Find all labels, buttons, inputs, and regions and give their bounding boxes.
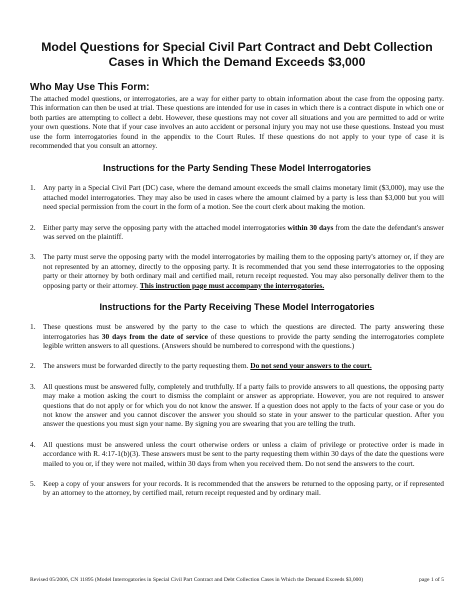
list-item <box>30 223 444 242</box>
list-item <box>30 183 444 211</box>
text-run: of these questions to provide the party sending the interrogatories complete legible written answers to all questions. (Answers should be numbered to correspond with the questions.) <box>43 331 444 350</box>
text-run: The answers must be forwarded directly to the party requesting them. <box>43 361 251 371</box>
item-number: 5. <box>30 478 36 488</box>
item-number: 2. <box>30 361 36 371</box>
receiving-instructions-list <box>30 322 444 498</box>
document-title: Model Questions for Special Civil Part Contract and Debt Collection Cases in Which the Demand Exceeds $3,000 <box>41 40 433 69</box>
receiving-instructions-heading: Instructions for the Party Receiving These Model Interrogatories <box>99 302 375 313</box>
page-footer <box>30 577 444 583</box>
emphasized-instruction: This instruction page must accompany the interrogatories. <box>139 280 325 290</box>
text-run: These questions must be answered by the party to the case to which the questions are directed. The party answering these interrogatories has <box>43 322 444 341</box>
text-run: from the date the defendant's answer was served on the plaintiff. <box>43 222 444 242</box>
text-run: The party must serve the opposing party with the model interrogatories by mailing them to the opposing party's attorney or, if they are not represented by an attorney, directly to the opposing party. It is recommended that you send these interrogatories to the opposing party or their attorney by both ordinary mail and certified mail, return receipt requested. You may also personally deliver them to the opposing party or their attorney. <box>43 252 444 290</box>
footer-page-number: page 1 of 5 <box>418 577 444 583</box>
item-text: Any party in a Special Civil Part (DC) case, where the demand amount exceeds the small claims monetary limit ($3,000), may use the attached model interrogatories. They may also be used in cases where the amount claimed by a party is less than $3,000 but you will need special permission from the court in the form of a motion. See the court clerk about making the motion. <box>43 183 444 212</box>
item-text <box>43 252 444 290</box>
item-text <box>43 322 444 350</box>
text-run: Either party may serve the opposing party with the attached model interrogatories <box>43 222 288 232</box>
item-number: 2. <box>30 222 36 232</box>
sending-instructions-heading: Instructions for the Party Sending These Model Interrogatories <box>102 163 372 174</box>
item-text: Keep a copy of your answers for your records. It is recommended that the answers be returned to the opposing party, or if represented by an attorney to the attorney, by certified mail, return receipt requested and by ordinary mail. <box>43 478 444 498</box>
sending-instructions-list <box>30 183 444 290</box>
list-item <box>30 361 444 370</box>
list-item <box>30 479 444 498</box>
item-number: 4. <box>30 439 36 449</box>
bold-deadline: 30 days from the date of service <box>101 331 208 341</box>
who-may-use-text: The attached model questions, or interrogatories, are a way for either party to obtain information about the case from the opposing party. This information can then be used at trial. These questions are intended for use in cases in which there is a contract dispute in which one or both parties are attempting to collect a debt. However, these questions may not cover all situations and you are permitted to add or write your own questions. Note that if your case involves an auto accident or personal injury you may not use these questions. Instead you must use the form interrogatories found in the appendix to the Court Rules. If these questions do not apply to your type of case it is recommended that you consult an attorney. <box>30 94 444 151</box>
footer-revision: Revised 05/2006, CN 11895 (Model Interrogatories in Special Civil Part Contract and Debt Collection Cases in Which the Demand Exceeds $3,000) <box>30 577 364 583</box>
item-text <box>43 223 444 242</box>
emphasized-instruction: Do not send your answers to the court. <box>250 361 372 371</box>
list-item <box>30 322 444 350</box>
item-text: All questions must be answered fully, completely and truthfully. If a party fails to provide answers to all questions, the opposing party may make a motion asking the court to dismiss the complaint or answer as appropriate. However, you are not required to answer questions that do not apply or for which you do not know the answer. If a question does not apply to the facts of your case or you do not know the answer and you cannot discover the answer you should so state in your answer to the particular question. After you answer the questions you must sign your name. By signing you are swearing that you are telling the truth. <box>43 381 444 429</box>
list-item <box>30 252 444 290</box>
list-item <box>30 440 444 468</box>
item-number: 3. <box>30 381 36 391</box>
item-number: 3. <box>30 252 36 262</box>
item-number: 1. <box>30 322 36 332</box>
item-text: All questions must be answered unless the court otherwise orders or unless a claim of privilege or protective order is made in accordance with R. 4:17-1(b)(3). These answers must be sent to the party requesting them within 30 days of the date the questions were mailed to you or, if they were not mailed, within 30 days from when you received them. Do not send the answers to the court. <box>43 439 444 468</box>
who-may-use-heading: Who May Use This Form: <box>30 82 150 93</box>
bold-deadline: within 30 days <box>287 222 334 232</box>
list-item <box>30 382 444 429</box>
item-number: 1. <box>30 183 36 193</box>
item-text <box>43 361 444 370</box>
